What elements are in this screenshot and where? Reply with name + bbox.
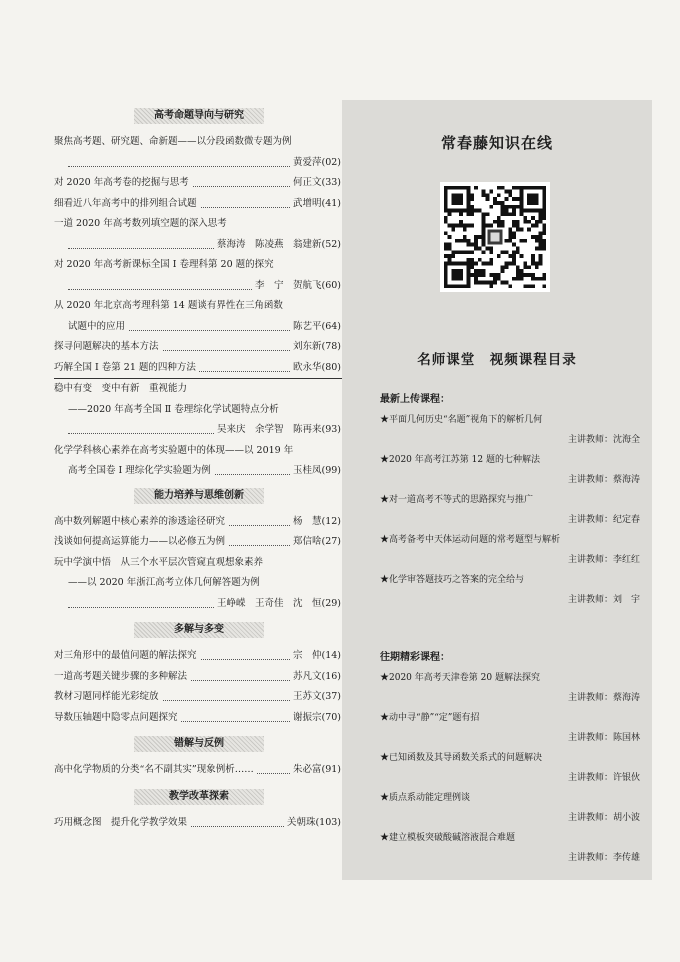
course-teacher: 主讲教师：沈海全 [567,435,640,445]
course-title[interactable]: ★2020 年高考江苏第 12 题的七种解法 [380,455,540,465]
toc-entry-title: ——以 2020 年浙江高考立体几何解答题为例 [68,577,260,588]
course-title[interactable]: ★2020 年高考天津卷第 20 题解法探究 [380,673,540,683]
toc-entry-title: 李 宁 贺航飞(60) [252,280,344,291]
course-title[interactable]: ★平面几何历史“名题”视角下的解析几何 [380,415,543,425]
toc-entry[interactable] [54,132,344,153]
course-teacher: 主讲教师：纪定春 [567,515,640,525]
table-of-contents [54,104,344,833]
toc-entry-title: 对 2020 年高考新课标全国 Ⅰ 卷理科第 20 题的探究 [54,259,274,270]
toc-entry-title: 玩中学演中悟 从三个水平层次管窥直观想象素养 [54,556,264,568]
toc-entry[interactable] [54,573,344,594]
toc-entry[interactable] [54,687,344,708]
section-header: 错解与反例 [134,736,264,752]
toc-entry-author-page: 关朝珠(103) [284,813,344,834]
toc-entry[interactable] [54,317,344,338]
course-teacher: 主讲教师：许银伙 [567,773,640,783]
toc-entry-title: 导数压轴题中隐零点问题探究 [54,712,181,723]
toc-entry-title: 高中化学物质的分类“名不副其实”现象例析…… [54,764,257,775]
toc-entry[interactable] [54,667,344,688]
qr-code-icon[interactable] [440,182,550,292]
toc-entry-title: 吴来庆 余学智 陈再来(93) [214,424,344,435]
course-teacher: 主讲教师：胡小波 [567,813,640,823]
course-teacher: 主讲教师：李传雄 [567,853,640,863]
toc-entry-author-page: 刘东新(78) [290,337,344,358]
toc-entry[interactable] [54,708,344,729]
toc-entry-title: 黄爱萍(02) [290,157,344,168]
toc-section [54,488,344,615]
toc-section [54,736,344,781]
toc-entry-author-page: 宗 仲(14) [290,646,344,667]
toc-entry[interactable] [54,461,344,482]
toc-entry-title: 教材习题同样能光彩绽放 [54,691,162,702]
course-group-header: 最新上传课程： [380,394,450,405]
toc-entry[interactable] [54,594,344,615]
toc-section [54,108,344,482]
toc-entry-title: 巧用概念图 提升化学教学效果 [54,817,190,828]
toc-entry-author-page: 王苏文(37) [290,687,344,708]
toc-entry-title: 对 2020 年高考卷的挖掘与思考 [54,177,192,188]
toc-entry[interactable] [54,813,344,834]
course-title[interactable]: ★对一道高考不等式的思路探究与推广 [380,495,534,505]
toc-entry-title: ——2020 年高考全国 Ⅱ 卷理综化学试题特点分析 [68,403,279,415]
course-title[interactable]: ★建立模板突破酸碱溶液混合难题 [380,833,516,843]
toc-entry[interactable] [54,296,344,317]
course-teacher: 主讲教师：李红红 [567,555,640,565]
toc-entry-title: 高中数列解题中核心素养的渗透途径研究 [54,516,228,527]
course-teacher: 主讲教师：蔡海涛 [567,693,640,703]
toc-entry-title: 从 2020 年北京高考理科第 14 题谈有界性在三角函数 [54,300,283,311]
panel-subtitle: 名师课堂 视频课程目录 [417,352,577,368]
toc-entry-title: 稳中有变 变中有新 重视能力 [54,383,188,394]
course-title[interactable]: ★已知函数及其导函数关系式的问题解决 [380,753,543,763]
toc-entry-author-page: 苏凡文(16) [290,667,344,688]
toc-entry-title: 王峥嵘 王奇佳 沈 恒(29) [214,598,344,609]
toc-entry-title: 蔡海涛 陈凌燕 翁建新(52) [214,239,344,250]
toc-entry[interactable] [54,441,344,462]
toc-entry[interactable] [54,512,344,533]
toc-section [54,622,344,728]
toc-entry[interactable] [54,760,344,781]
toc-entry[interactable] [54,379,344,400]
toc-entry[interactable] [54,276,344,297]
toc-entry[interactable] [54,173,344,194]
section-header: 多解与多变 [134,622,264,638]
course-title[interactable]: ★高考备考中天体运动问题的常考题型与解析 [380,535,561,545]
toc-entry[interactable] [54,553,344,574]
toc-entry-author-page: 杨 慧(12) [290,512,344,533]
course-teacher: 主讲教师：刘 宇 [567,595,640,605]
toc-entry-author-page: 陈艺平(64) [290,317,344,338]
toc-entry-title: 试题中的应用 [68,321,128,332]
toc-entry-title: 高考全国卷 Ⅰ 理综化学实验题为例 [68,465,214,476]
toc-entry-author-page: 何正文(33) [290,173,344,194]
video-course-panel [342,100,652,880]
course-title[interactable]: ★化学审答题技巧之答案的完全给与 [380,575,525,585]
toc-entry[interactable] [54,235,344,256]
toc-entry[interactable] [54,400,344,421]
course-teacher: 主讲教师：蔡海涛 [567,475,640,485]
toc-entry-title: 巧解全国 Ⅰ 卷第 21 题的四种方法 [54,362,199,373]
toc-entry[interactable] [54,358,344,380]
toc-entry-title: 聚焦高考题、研究题、命新题——以分段函数微专题为例 [54,136,292,147]
toc-entry[interactable] [54,532,344,553]
section-header: 能力培养与思维创新 [134,488,264,504]
toc-entry-title: 对三角形中的最值问题的解法探究 [54,650,200,661]
course-group-header: 往期精彩课程： [380,652,450,663]
toc-entry[interactable] [54,194,344,215]
toc-section [54,789,344,834]
toc-entry-author-page: 朱必富(91) [290,760,344,781]
toc-entry-author-page: 郑信啥(27) [290,532,344,553]
panel-title: 常春藤知识在线 [440,134,553,152]
toc-entry-author-page: 武增明(41) [290,194,344,215]
toc-entry-title: 一道 2020 年高考数列填空题的深入思考 [54,218,227,229]
course-title[interactable]: ★动中寻“静”“定”题有招 [380,713,480,723]
toc-entry-title: 一道高考题关键步骤的多种解法 [54,671,190,682]
course-title[interactable]: ★质点系动能定理例谈 [380,793,471,803]
toc-entry-author-page: 玉桂凤(99) [290,461,344,482]
toc-entry-title: 探寻问题解决的基本方法 [54,341,162,352]
toc-entry-author-page: 欧永华(80) [290,358,344,379]
course-teacher: 主讲教师：陈国林 [567,733,640,743]
toc-entry[interactable] [54,153,344,174]
toc-entry-author-page: 谢振宗(70) [290,708,344,729]
toc-entry[interactable] [54,337,344,358]
toc-entry-title: 细看近八年高考中的排列组合试题 [54,198,200,209]
toc-entry[interactable] [54,420,344,441]
section-header: 高考命题导向与研究 [134,108,264,124]
course-list [380,390,646,868]
toc-entry[interactable] [54,214,344,235]
toc-entry[interactable] [54,646,344,667]
toc-entry[interactable] [54,255,344,276]
section-header: 教学改革探索 [134,789,264,805]
toc-entry-title: 浅谈如何提高运算能力——以必修五为例 [54,536,228,547]
toc-entry-title: 化学学科核心素养在高考实验题中的体现——以 2019 年 [54,444,294,456]
